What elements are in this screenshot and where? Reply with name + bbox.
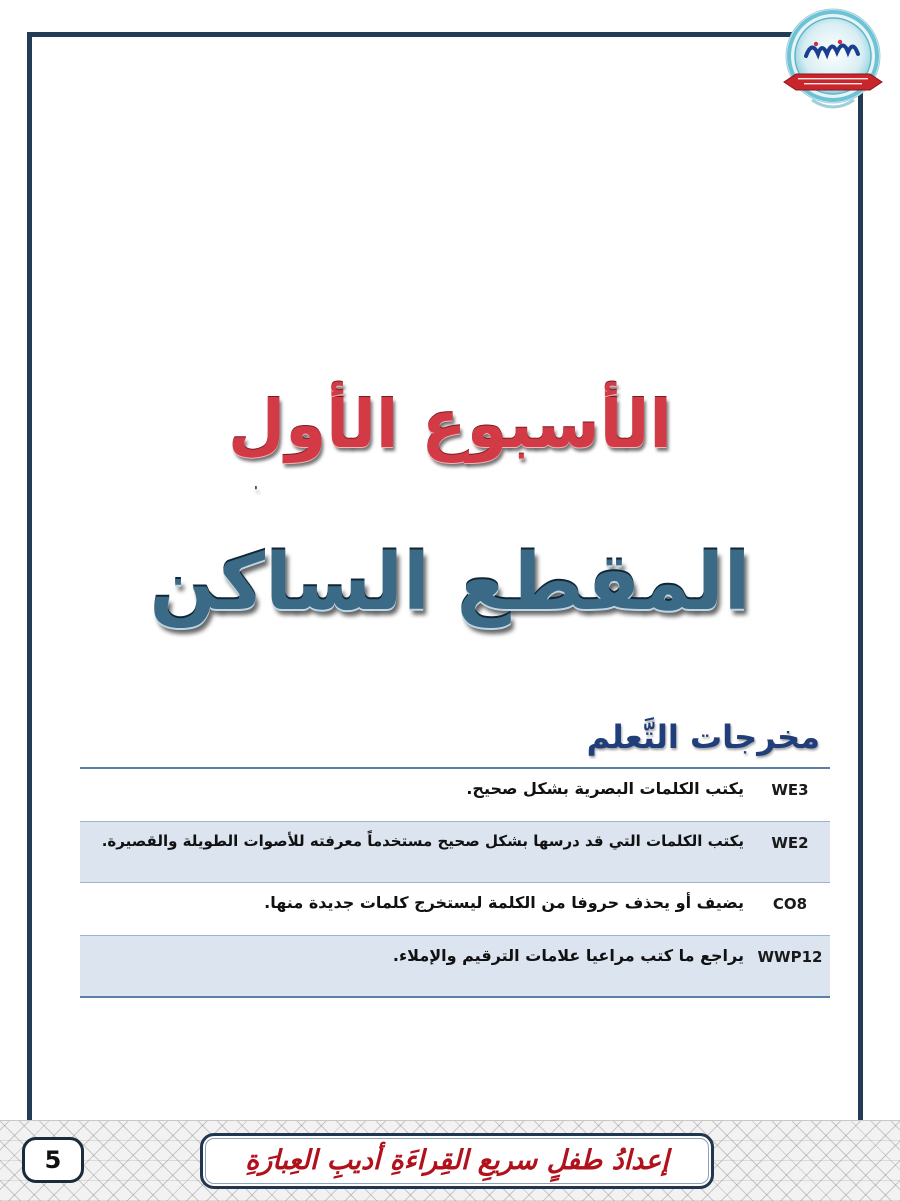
- footer-pattern: [0, 1120, 900, 1201]
- outcome-row: [80, 883, 830, 936]
- outcome-text: يكتب الكلمات التي قد درسها بشكل صحيح مستخدماً معرفته للأصوات الطويلة والقصيرة.: [101, 832, 744, 850]
- footer-banner: إعدادُ طفلٍ سريعِ القِراءَةِ أديبِ العِبارَةِ: [200, 1133, 714, 1189]
- outcome-text: يضيف أو يحذف حروفا من الكلمة ليستخرج كلمات جديدة منها.: [264, 893, 744, 912]
- outcome-code: WE2: [771, 834, 809, 852]
- topic-title: المقطع الساكن: [149, 538, 751, 628]
- outcome-row: [80, 936, 830, 996]
- page-number: 5: [22, 1137, 84, 1183]
- outcome-code: CO8: [772, 895, 808, 913]
- learning-outcomes-heading: مخرجات التَّعلم: [586, 718, 820, 756]
- outcome-row: [80, 822, 830, 883]
- seal-logo: [782, 4, 884, 118]
- decorative-dot: .: [254, 481, 259, 492]
- outcome-row: [80, 769, 830, 822]
- outcome-code: WE3: [771, 781, 809, 799]
- outcome-text: يكتب الكلمات البصرية بشكل صحيح.: [466, 779, 744, 798]
- week-title: الأسبوع الأول .: [0, 380, 900, 470]
- outcome-code: WWP12: [757, 948, 823, 966]
- learning-outcomes-table: [80, 767, 830, 998]
- outcome-text: يراجع ما كتب مراعيا علامات الترقيم والإملاء.: [392, 946, 744, 965]
